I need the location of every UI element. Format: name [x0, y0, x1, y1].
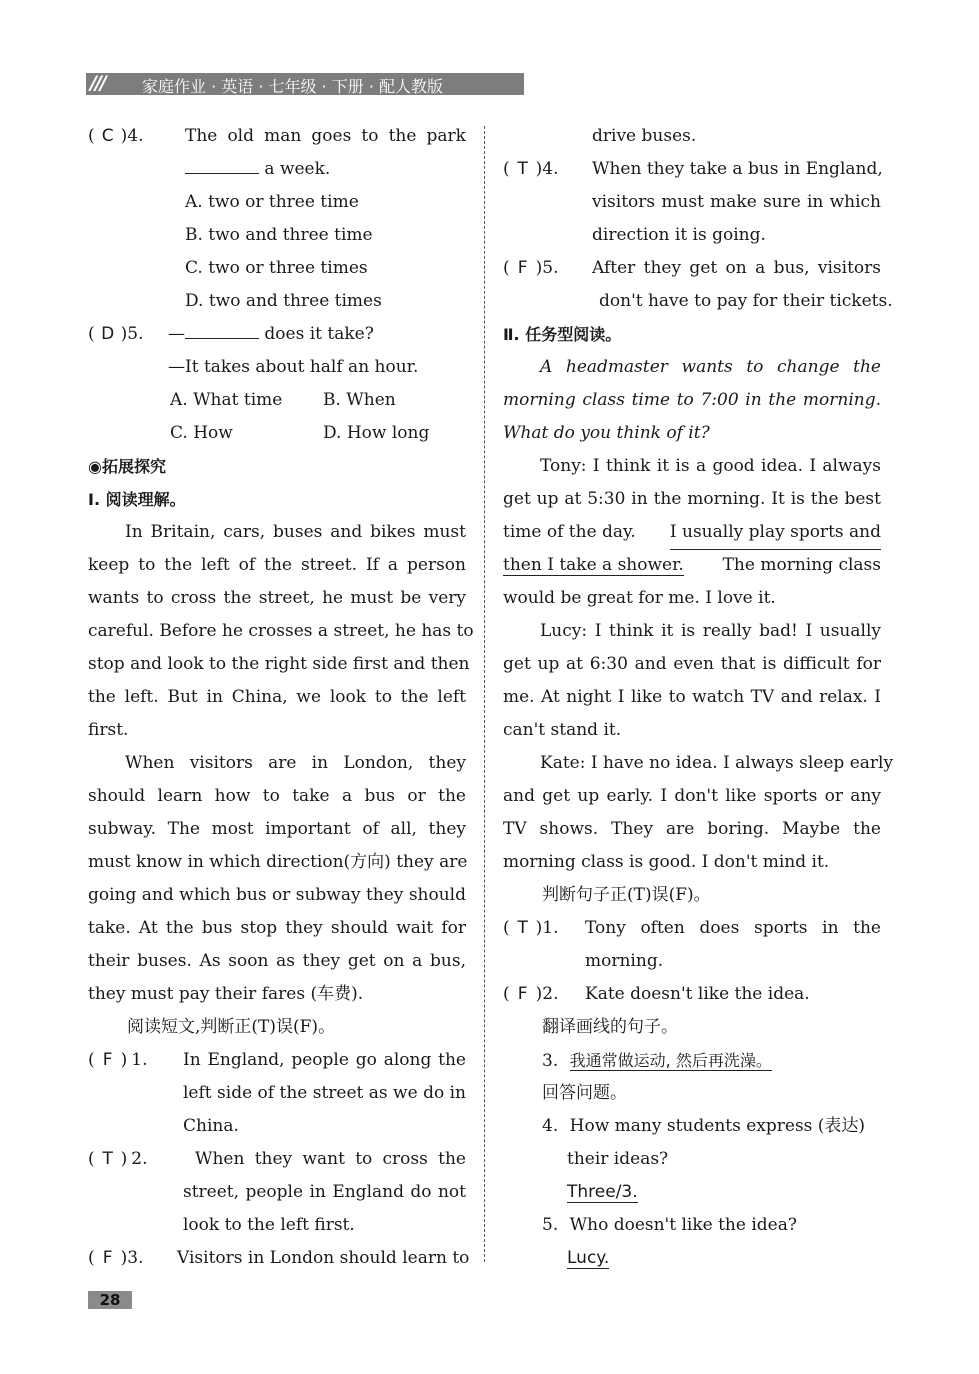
handwritten-answer: Three/3. [567, 1182, 638, 1202]
option-c: C. two or three times [185, 258, 368, 278]
passage-line: first. [88, 720, 129, 740]
header-title: 家庭作业 · 英语 · 七年级 · 下册 · 配人教版 [142, 77, 444, 96]
kate-line: Kate: I have no idea. I always sleep early [540, 753, 894, 773]
lucy-line: Lucy: I think it is really bad! I usually [540, 621, 881, 641]
answer-mark: T [517, 159, 528, 179]
judge-instruction: 判断句子正(T)误(F)。 [542, 885, 711, 905]
handwritten-answer: 我通常做运动, 然后再洗澡。 [569, 1051, 772, 1070]
passage-line: the left. But in China, we look to the left [88, 687, 466, 707]
tf-question-3-cont: drive buses. [592, 126, 697, 146]
answer-mark: D [101, 324, 115, 344]
instruction: 阅读短文,判断正(T)误(F)。 [127, 1017, 336, 1037]
passage-line: careful. Before he crosses a street, he has to [88, 621, 474, 641]
tf-question-4: ( T )4. When they take a bus in England, [503, 153, 881, 186]
tony-line: would be great for me. I love it. [503, 588, 776, 608]
judge-question-1: ( T )1. Tony often does sports in the [503, 912, 881, 945]
kate-line: morning class is good. I don't mind it. [503, 852, 830, 872]
answer-mark: F [102, 1050, 113, 1070]
option-d: D. two and three times [185, 291, 382, 311]
question-5: 5. Who doesn't like the idea? [542, 1215, 797, 1235]
tf-question-2: ( T ) 2. When they want to cross the [88, 1143, 466, 1176]
answer-instruction: 回答问题。 [542, 1083, 627, 1103]
answer-mark: F [102, 1248, 113, 1268]
answer-mark: F [517, 984, 528, 1004]
lucy-line: me. At night I like to watch TV and relax. I [503, 687, 881, 707]
page-header [86, 73, 524, 95]
answer-mark: F [517, 258, 528, 278]
handwritten-answer: Lucy. [567, 1248, 610, 1268]
tf-question-1: ( F ) 1. In England, people go along the [88, 1044, 466, 1077]
kate-line: and get up early. I don't like sports or any [503, 786, 881, 806]
question-5: ( D )5. — does it take? [88, 318, 466, 351]
passage-line: going and which bus or subway they should [88, 885, 466, 905]
passage-line: wants to cross the street, he must be very [88, 588, 466, 608]
kate-line: TV shows. They are boring. Maybe the [503, 819, 881, 839]
question-text: The old man goes to the park [185, 126, 466, 146]
judge-question-2: ( F )2. Kate doesn't like the idea. [503, 978, 881, 1011]
option-d: D. How long [323, 423, 430, 443]
header-slashes: /// [90, 72, 105, 94]
intro-line: morning class time to 7:00 in the morning. [503, 390, 881, 410]
translate-question-3: 3. 我通常做运动, 然后再洗澡。 [542, 1051, 772, 1071]
tony-line: Tony: I think it is a good idea. I always [540, 456, 881, 476]
question-4: 4. How many students express (表达) [542, 1116, 866, 1136]
passage-line: should learn how to take a bus or the [88, 786, 466, 806]
lucy-line: get up at 6:30 and even that is difficult for [503, 654, 881, 674]
passage-line: In Britain, cars, buses and bikes must [125, 522, 466, 542]
option-b: B. When [323, 390, 396, 410]
option-b: B. two and three time [185, 225, 373, 245]
passage-line: subway. The most important of all, they [88, 819, 466, 839]
passage-line: their buses. As soon as they get on a bus, [88, 951, 466, 971]
answer-blank [185, 320, 259, 339]
column-divider [484, 126, 485, 1262]
tony-line: time of the day. I usually play sports and [503, 516, 881, 549]
intro-line: A headmaster wants to change the [540, 357, 881, 377]
answer-mark: T [517, 918, 528, 938]
option-a: A. What time [170, 390, 283, 410]
passage-line: take. At the bus stop they should wait for [88, 918, 466, 938]
passage-line: When visitors are in London, they [125, 753, 466, 773]
option-c: C. How [170, 423, 233, 443]
answer-mark: T [102, 1149, 113, 1169]
passage-line: must know in which direction(方向) they are [88, 852, 468, 872]
section-heading: ◉拓展探究 [88, 457, 166, 476]
underlined-sentence: then I take a shower. [503, 555, 684, 575]
q5-response: —It takes about half an hour. [168, 357, 419, 377]
intro-line: What do you think of it? [503, 423, 710, 443]
underlined-sentence: I usually play sports and [670, 516, 881, 550]
passage-line: they must pay their fares (车费). [88, 984, 364, 1004]
passage-line: stop and look to the right side first and then [88, 654, 470, 674]
lucy-line: can't stand it. [503, 720, 622, 740]
reading-heading: Ⅰ. 阅读理解。 [88, 490, 186, 509]
tony-line: get up at 5:30 in the morning. It is the best [503, 489, 881, 509]
passage-line: keep to the left of the street. If a person [88, 555, 466, 575]
page-number: 28 [88, 1291, 132, 1309]
task-heading: Ⅱ. 任务型阅读。 [503, 325, 622, 344]
tony-line: then I take a shower. The morning class [503, 555, 881, 575]
tf-question-3: ( F )3. Visitors in London should learn to [88, 1242, 466, 1275]
answer-mark: C [101, 126, 114, 146]
translate-instruction: 翻译画线的句子。 [542, 1017, 678, 1037]
question-4: ( C )4. The old man goes to the park [88, 120, 466, 153]
answer-blank [185, 155, 259, 174]
tf-question-5: ( F )5. After they get on a bus, visitors [503, 252, 881, 285]
option-a: A. two or three time [185, 192, 359, 212]
